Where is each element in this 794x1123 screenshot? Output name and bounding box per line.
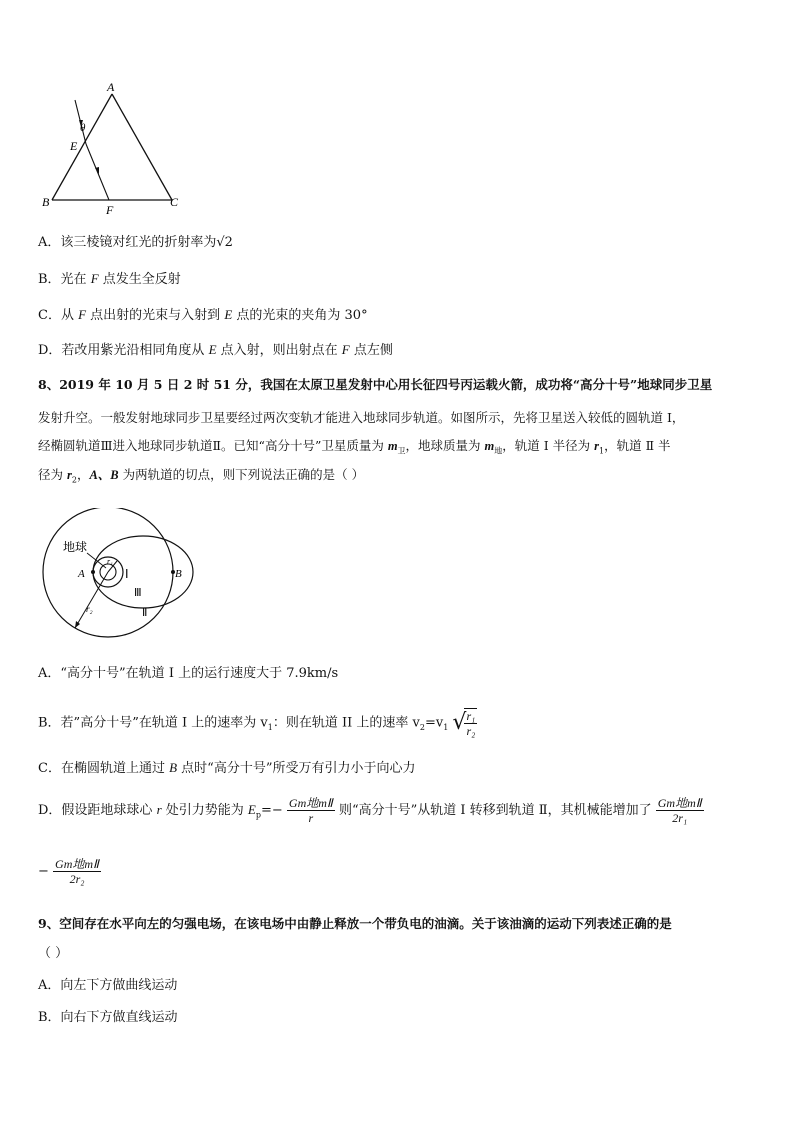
orbit-diagram bbox=[38, 508, 208, 648]
q8-stem-line2: 发射升空。一般发射地球同步卫星要经过两次变轨才能进入地球同步轨道。如图所示，先将卫星送入较低的圆轨道 Ⅰ， bbox=[38, 410, 685, 425]
q7-option-b-text2: 点发生全反射 bbox=[98, 272, 181, 287]
q7-option-b-text1: B．光在 bbox=[38, 272, 91, 287]
label-earth: 地球 bbox=[63, 540, 88, 554]
sqrt-numerator: r₁ bbox=[466, 709, 476, 723]
q8-m-earth: m bbox=[484, 439, 495, 453]
label-b: B bbox=[42, 195, 50, 209]
q8-line4-text2: ， bbox=[76, 467, 90, 482]
q8-option-c-text2: 点时“高分十号”所受万有引力小于向心力 bbox=[177, 761, 416, 776]
r2-line bbox=[75, 572, 108, 628]
q8-line4-text3: 为两轨道的切点，则下列说法正确的是（ ） bbox=[118, 467, 365, 482]
q7-option-c-text2: 点出射的光束与入射到 bbox=[86, 308, 225, 323]
q7-option-c-text3: 点的光束的夹角为 bbox=[232, 308, 345, 323]
q8-option-c bbox=[38, 759, 415, 778]
q8-option-b bbox=[38, 708, 477, 738]
q7-option-d bbox=[38, 341, 393, 360]
sqrt-denominator: r₂ bbox=[466, 724, 476, 738]
q8-option-b-sub3: 1 bbox=[443, 723, 449, 733]
q8-option-d-text2: 处引力势能为 bbox=[161, 803, 248, 818]
q7-option-d-text2: 点入射，则出射点在 bbox=[216, 343, 342, 358]
q9-stem-line2: （ ） bbox=[38, 946, 69, 961]
label-theta: θ bbox=[80, 122, 86, 134]
q8-option-d-eq: =− bbox=[260, 803, 283, 818]
q8-option-b-text2: ：则在轨道 II 上的速率 v bbox=[272, 715, 420, 731]
q7-option-a-text: A．该三棱镜对红光的折射率为 bbox=[38, 235, 217, 250]
label-f: F bbox=[106, 203, 114, 217]
sqrt-symbol: √ bbox=[452, 710, 467, 735]
label-orbit-1: Ⅰ bbox=[125, 567, 129, 581]
r2-arrow bbox=[75, 621, 80, 628]
q8-option-d-ep: E bbox=[247, 802, 256, 817]
point-a bbox=[91, 570, 95, 574]
q8-option-d-frac2 bbox=[656, 796, 704, 825]
label-orbit-3: Ⅲ bbox=[134, 587, 142, 599]
label-a: A bbox=[107, 80, 115, 94]
q8-option-d bbox=[38, 796, 704, 825]
q8-option-d-continued bbox=[38, 857, 101, 886]
label-point-b: B bbox=[175, 568, 182, 580]
prism-diagram bbox=[36, 78, 196, 218]
q8-line3-text3: ，轨道 Ⅰ 半径为 bbox=[502, 438, 595, 453]
q8-option-d-text1: D．假设距地球球心 bbox=[38, 803, 157, 818]
q8-line3-text4: ，轨道 Ⅱ 半 bbox=[604, 438, 671, 453]
q8-ab: A、B bbox=[89, 468, 119, 482]
q8-option-b-text1: B．若”高分十号”在轨道 I 上的速率为 v bbox=[38, 715, 268, 731]
q7-option-d-text3: 点左侧 bbox=[349, 343, 393, 358]
q8-option-d-frac1 bbox=[287, 796, 335, 825]
frac2-denominator: 2r₁ bbox=[672, 811, 688, 825]
q8-option-b-sub2: 2 bbox=[419, 723, 425, 733]
q7-option-c-var1: F bbox=[78, 307, 87, 322]
q8-stem-line1: 8、2019 年 10 月 5 日 2 时 51 分，我国在太原卫星发射中心用长征四号丙运载火箭，成功将“高分十号”地球同步卫星 bbox=[38, 377, 713, 392]
sqrt-fraction bbox=[464, 708, 477, 738]
frac2-numerator: Gm地mⅡ bbox=[657, 796, 702, 810]
q8-m-sat-sub: 卫 bbox=[397, 446, 406, 456]
q9-option-b: B．向右下方做直线运动 bbox=[38, 1010, 178, 1025]
refracted-arrow bbox=[95, 167, 99, 174]
q7-option-d-text1: D．若改用紫光沿相同角度从 bbox=[38, 343, 209, 358]
q8-line3-text1: 经椭圆轨道Ⅲ进入地球同步轨道Ⅱ。已知“高分十号”卫星质量为 bbox=[38, 438, 388, 453]
label-e: E bbox=[70, 139, 78, 153]
q8-line4-text1: 径为 bbox=[38, 467, 67, 482]
q7-option-a bbox=[38, 234, 233, 252]
label-r1: r₁ bbox=[107, 557, 113, 566]
q8-option-b-text3: =v bbox=[424, 715, 444, 731]
q7-option-b bbox=[38, 270, 181, 289]
q7-option-c-text1: C．从 bbox=[38, 308, 79, 323]
q8-r1: r bbox=[594, 439, 599, 453]
earth-pointer bbox=[87, 553, 106, 568]
label-c: C bbox=[170, 195, 179, 209]
prism-side-ac bbox=[112, 94, 172, 200]
label-point-a: A bbox=[78, 568, 85, 580]
frac3-numerator: Gm地mⅡ bbox=[55, 857, 99, 871]
frac1-denominator: r bbox=[308, 811, 314, 825]
q9-option-a: A．向左下方做曲线运动 bbox=[38, 978, 178, 993]
q8-r2-sub: 2 bbox=[71, 475, 77, 485]
q7-option-d-var1: E bbox=[208, 342, 217, 357]
q8-option-c-var: B bbox=[169, 760, 178, 775]
frac1-numerator: Gm地mⅡ bbox=[288, 796, 333, 810]
q9-stem-line1: 9、空间存在水平向左的匀强电场，在该电场中由静止释放一个带负电的油滴。关于该油滴的运动下列表述正确的是 bbox=[38, 916, 672, 931]
q8-stem-line4 bbox=[38, 466, 364, 490]
q8-option-d-r: r bbox=[156, 802, 162, 817]
q8-option-b-sub1: 1 bbox=[267, 723, 273, 733]
q7-option-a-value: √2 bbox=[216, 235, 233, 250]
q8-r1-sub: 1 bbox=[599, 446, 605, 456]
q8-option-d-text3: 则“高分十号”从轨道 Ⅰ 转移到轨道 Ⅱ，其机械能增加了 bbox=[338, 803, 652, 818]
label-r2: r₂ bbox=[86, 604, 93, 614]
label-orbit-2: Ⅱ bbox=[142, 607, 148, 619]
q7-option-c bbox=[38, 306, 368, 325]
q8-option-a: A．“高分十号”在轨道 I 上的运行速度大于 7.9km/s bbox=[38, 666, 339, 681]
q8-m-earth-sub: 地 bbox=[494, 446, 503, 456]
q8-r2: r bbox=[66, 468, 72, 482]
q8-option-d-frac3 bbox=[53, 857, 101, 886]
q7-option-d-var2: F bbox=[341, 342, 350, 357]
q8-option-d-minus: − bbox=[38, 864, 49, 879]
q8-option-c-text1: C．在椭圆轨道上通过 bbox=[38, 761, 170, 776]
q8-line3-text2: ，地球质量为 bbox=[405, 438, 485, 453]
q8-option-d-ep-sub: p bbox=[255, 810, 261, 820]
refracted-ray bbox=[86, 144, 109, 200]
q7-option-c-angle: 30° bbox=[344, 308, 368, 323]
q8-m-sat: m bbox=[387, 439, 398, 453]
q7-option-b-var: F bbox=[90, 271, 99, 286]
q7-option-c-var2: E bbox=[224, 307, 233, 322]
frac3-denominator: 2r₂ bbox=[69, 872, 85, 886]
q8-stem-line3 bbox=[38, 437, 671, 461]
